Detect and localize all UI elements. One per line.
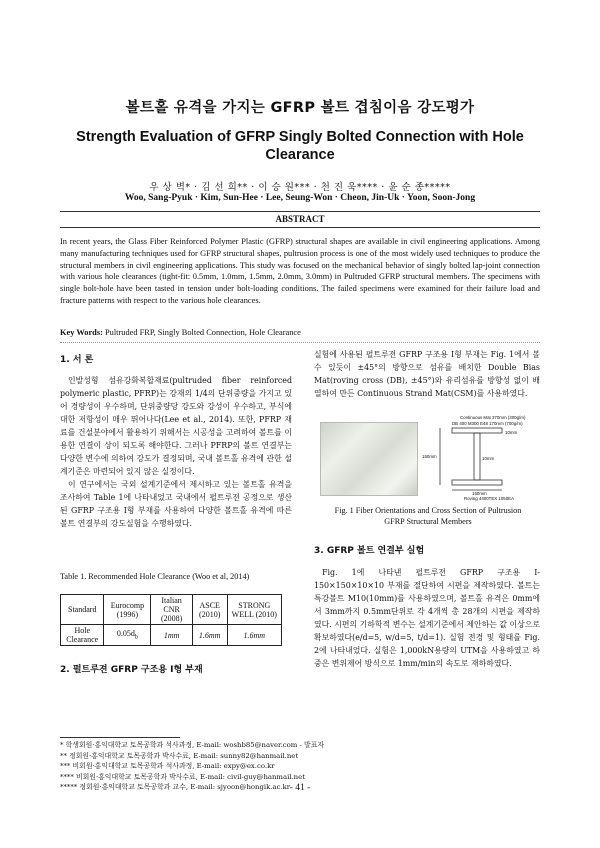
table-cell bbox=[227, 625, 281, 646]
figure-1 bbox=[318, 414, 538, 500]
figure-label-web-thickness: 10mm bbox=[482, 456, 495, 461]
table-header-row bbox=[61, 595, 282, 625]
table-cell bbox=[192, 625, 227, 646]
abstract-text: In recent years, the Glass Fiber Reinforced Polymer Plastic (GFRP) structural shapes are available in civil engineering applications. Among many manufacturing techniques used for GFRP structural shapes, pultrusion process is one of the most widely used techniques to produce the structural members in civil engineering applications. This study was focused on the mechanical behavior of singly bolted lap-joint connection with various hole clearances (tight-fit: 0.5mm, 1.0mm, 1.5mm, 2.0mm, 3.0mm) in Pultruded GFRP structural members. The specimens with single bolt-hole have been tasted in tension under bolt-loading conditions. The failed specimens were examined for their failure load and fracture patterns with respect to the various hole clearances. bbox=[60, 237, 540, 305]
paper-title-english: Strength Evaluation of GFRP Singly Bolted Connection with Hole Clearance bbox=[76, 129, 524, 163]
table-header-cell: Italian CNR (2008) bbox=[151, 595, 192, 625]
cross-section-drawing bbox=[422, 414, 538, 500]
table-row-label: Hole Clearance bbox=[61, 625, 104, 646]
figure-label-width: 150mm bbox=[472, 491, 487, 496]
table-cell-value: 0.05d bbox=[116, 629, 135, 639]
figure-label-flange-thickness: 10mm bbox=[505, 430, 518, 435]
section-1-paragraph-2: 이 연구에서는 국외 설계기준에서 제시하고 있는 볼트홀 유격을 조사하여 Table 1에 나타내었고 국내에서 펄트루젼 공정으로 생산된 GFRP 구조용 I형 부재를 사용하여 다양한 볼트홀 유격에 따른 볼트 연결부의 강도실험을 수행하였다. bbox=[60, 480, 292, 528]
footnote: ***** 정회원·홍익대학교 토목공학과 교수, E-mail: sjyoon@hongik.ac.kr bbox=[60, 783, 291, 791]
section-2-heading: 2. 펄트루젼 GFRP 구조용 I형 부재 bbox=[60, 665, 203, 675]
section-1-body bbox=[60, 374, 292, 530]
keywords-text: Pultruded FRP, Singly Bolted Connection, Hole Clearance bbox=[104, 328, 301, 337]
paper-title-korean: 볼트홀 유격을 가지는 GFRP 볼트 겹침이음 강도평가 bbox=[125, 100, 475, 116]
footnote: **** 비회원·홍익대학교 토목공학과 박사수료, E-mail: civil-guy@hanmail.net bbox=[60, 772, 305, 781]
abstract-top-rule bbox=[60, 211, 540, 212]
figure-label-db: DB 400 M300 E48 170mm (700g/m) bbox=[452, 421, 523, 426]
authors-korean: 우 상 벽* · 김 선 희** · 이 승 원*** · 천 진 욱**** · 윤 순 종***** bbox=[149, 182, 451, 193]
table-header-cell: Standard bbox=[61, 595, 104, 625]
section-2-body bbox=[314, 348, 540, 400]
footnote: *** 비회원·홍익대학교 토목공학과 석사과정, E-mail: expy@ex.co.kr bbox=[60, 762, 275, 770]
table-cell bbox=[104, 625, 151, 646]
table-cell-subscript: b bbox=[134, 634, 138, 641]
table-row bbox=[61, 625, 282, 646]
abstract-heading: ABSTRACT bbox=[275, 214, 325, 224]
table-cell-value: 1.6mm bbox=[243, 630, 266, 640]
authors-english: Woo, Sang-Pyuk · Kim, Sun-Hee · Lee, Seung-Won · Cheon, Jin-Uk · Yoon, Soon-Jong bbox=[124, 193, 476, 203]
section-3-heading: 3. GFRP 볼트 연결부 실험 bbox=[314, 546, 425, 556]
figure-label-continuous-mat: Continuous Mat 370mm (300g/m) bbox=[460, 415, 526, 420]
table-header-cell: STRONG WELL (2010) bbox=[227, 595, 281, 625]
table-1 bbox=[60, 594, 282, 646]
keywords-label: Key Words: bbox=[60, 328, 103, 337]
section-1-heading: 1. 서 론 bbox=[60, 355, 94, 365]
footnote: ** 정회원·홍익대학교 토목공학과 박사수료, E-mail: sunny82@hanmail.net bbox=[60, 751, 299, 760]
table-cell-value: 1mm bbox=[163, 630, 180, 640]
figure-label-height: 150mm bbox=[422, 454, 437, 459]
figure-1-caption: Fig. 1 Fiber Orientations and Cross Section of Pultrusion GFRP Structural Members bbox=[334, 506, 522, 526]
abstract-bottom-rule bbox=[60, 227, 540, 228]
section-2-paragraph-1: 실험에 사용된 펄트루젼 GFRP 구조용 I형 부재는 Fig. 1에서 볼 수 있듯이 ±45°의 방향으로 섬유를 배치한 Double Bias Mat(roving cross (DB), ±45°)와 유리섬유를 방향성 없이 배열하여 만든 Continuous Strand Mat(CSM)를 사용하였다. bbox=[314, 350, 540, 398]
specimen-photo bbox=[320, 422, 418, 496]
table-header-cell: Eurocomp (1996) bbox=[104, 595, 151, 625]
section-3-paragraph-1: Fig. 1에 나타낸 펄트루젼 GFRP 구조용 I-150×150×10×10 부재를 절단하여 시편을 제작하였다. 볼트는 특강볼트 M10(10mm)를 사용하였으며, 볼트홀 유격은 0mm에서 3mm까지 0.5mm단위로 각 4개씩 총 28개의 시편을 제작하였다. 시편의 기하학적 변수는 설계기준에서 제안하는 값 이상으로 확보하였다(e/d=5, w/d=5, t/d=1). 실험 전경 및 형태를 Fig. 2에 나타내었다. 실험은 1,000kN용량의 UTM을 사용하였고 하중은 변위제어 방식으로 1mm/min의 속도로 재하하였다. bbox=[314, 568, 540, 668]
table-cell bbox=[151, 625, 192, 646]
figure-label-roving: Roving 4400TEX 1050EA bbox=[464, 496, 515, 501]
table-1-caption: Table 1. Recommended Hole Clearance (Woo et al, 2014) bbox=[60, 572, 250, 581]
table-cell-value: 1.6mm bbox=[198, 630, 221, 640]
table-header-cell: ASCE (2010) bbox=[192, 595, 227, 625]
keywords bbox=[60, 328, 540, 337]
page-number: - 41 - bbox=[289, 783, 311, 793]
section-1-paragraph-1: 인발성형 섬유강화복합재료(pultruded fiber reinforced polymeric plastic, PFRP)는 강재의 1/4의 단위중량을 가지고 있어 경량성이 우수하며, 단위중량당 강도와 강성이 우수하고, 부식에 대한 저항성이 매우 뛰어나다(Lee et al., 2014). 또한, PFRP 재료를 건설분야에서 활용하기 위해서는 시공성을 고려하여 볼트를 이용한 연결이 상이 되도록 해야한다. 그러나 PFRP의 볼트 연결부는 다양한 변수에 의하여 강도가 결정되며, 국내 볼트홀 유격에 관한 설계기준은 마련되어 있지 않은 실정이다. bbox=[60, 376, 292, 476]
footnote-rule bbox=[60, 737, 180, 738]
section-3-body bbox=[314, 566, 540, 670]
footnote: * 학생회원·홍익대학교 토목공학과 석사과정, E-mail: woshb85@naver.com - 발표자 bbox=[60, 741, 325, 749]
keywords-divider bbox=[60, 342, 540, 343]
